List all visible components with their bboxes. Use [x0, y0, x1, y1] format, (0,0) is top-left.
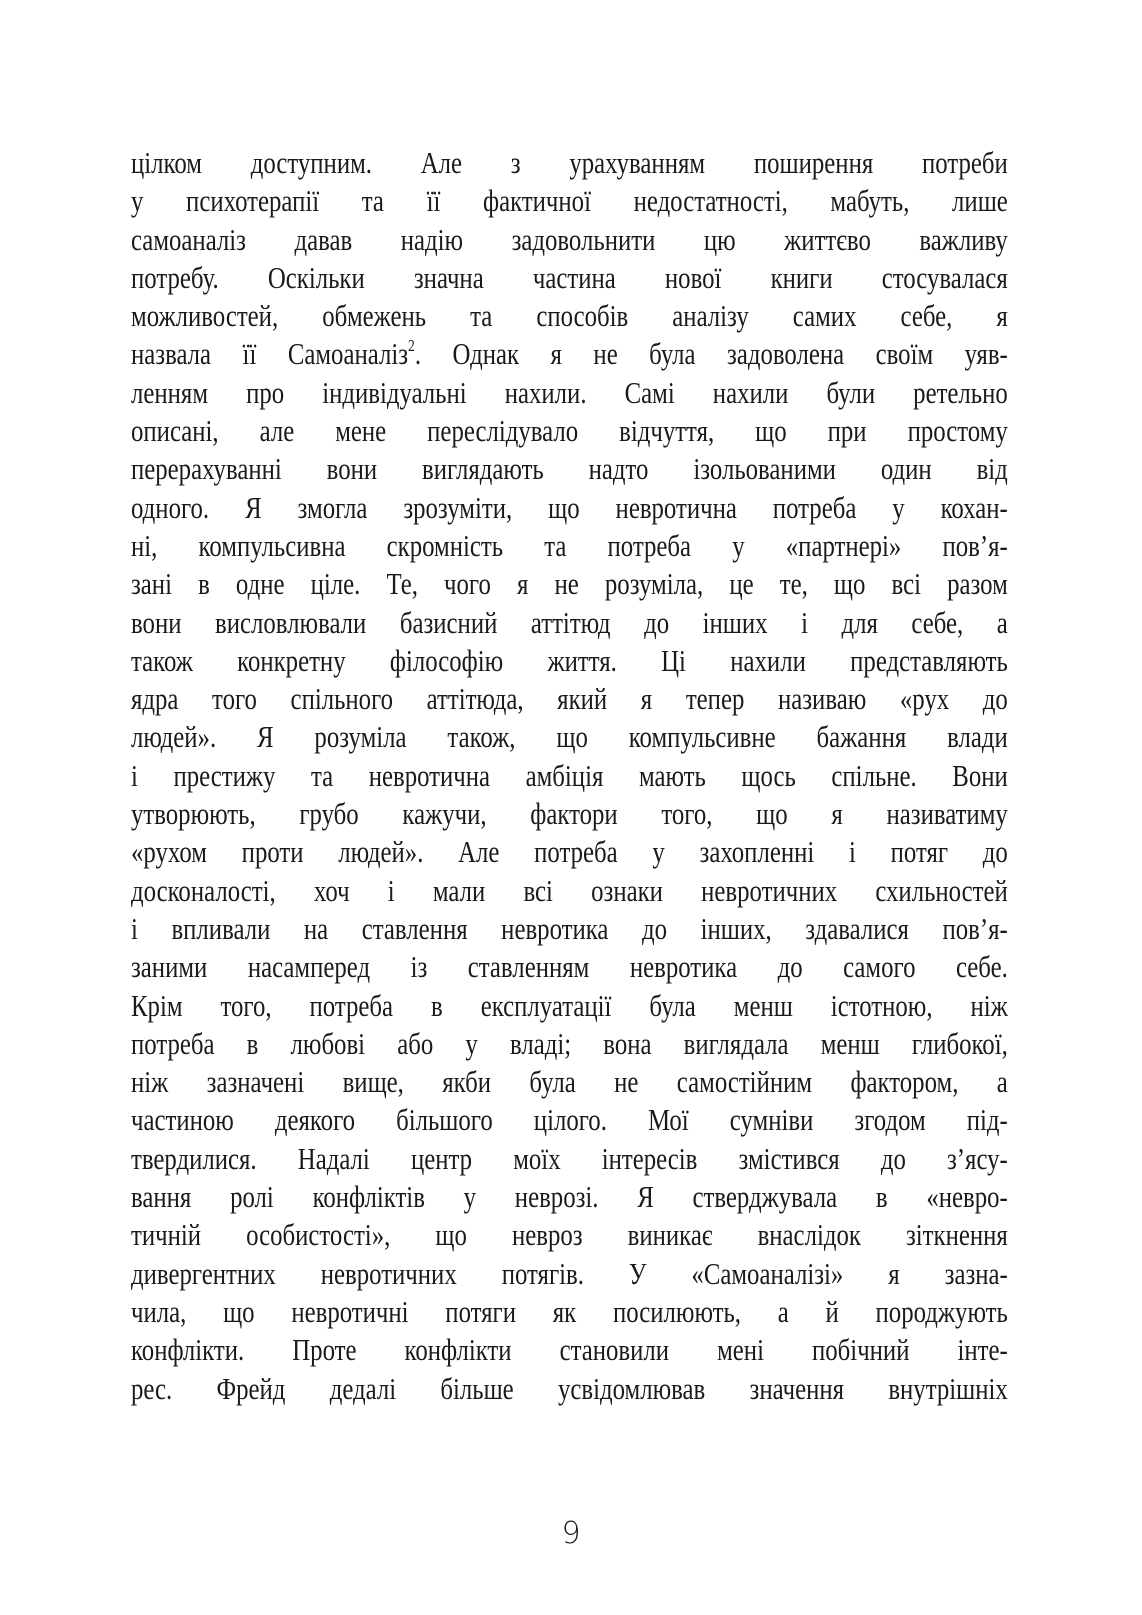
text-line [131, 1140, 1008, 1178]
text-line [131, 412, 1008, 450]
text-line [131, 795, 1008, 833]
text-line [131, 1293, 1008, 1331]
text-line [131, 680, 1008, 718]
text-line [131, 1216, 1008, 1254]
text-line [131, 757, 1008, 795]
text-line [131, 1370, 1008, 1408]
line-text: цілком доступним. Але з урахуванням поширення потреби [131, 145, 1008, 180]
line-text: потреба в любові або у владі; вона виглядала менш глибокої, [131, 1025, 1008, 1061]
text-line [131, 221, 1008, 259]
text-line [131, 1178, 1008, 1216]
line-text: чила, що невротичні потяги як посилюють, а й породжують [131, 1293, 1008, 1329]
text-line [131, 1331, 1008, 1369]
text-line [131, 718, 1008, 756]
text-line-with-footnote [131, 335, 1008, 373]
line-text: також конкретну філософію життя. Ці нахили представляють [131, 642, 1008, 678]
line-text: Крім того, потреба в експлуатації була менш істотною, ніж [131, 987, 1008, 1023]
line-text: зані в одне ціле. Те, чого я не розуміла, це те, що всі разом [131, 566, 1008, 602]
line-text: ленням про індивідуальні нахили. Самі нахили були ретельно [131, 374, 1008, 410]
body-text [131, 144, 1008, 1408]
line-text: ні, компульсивна скромність та потреба у «партнері» пов’я- [131, 527, 1008, 563]
footnote-reference[interactable]: 2 [408, 336, 415, 356]
line-text: вання ролі конфліктів у неврозі. Я стверджувала в «невро- [131, 1179, 1008, 1215]
line-text: утворюють, грубо кажучи, фактори того, що я називатиму [131, 796, 1008, 832]
line-text: ядра того спільного аттітюда, який я тепер називаю «рух до [131, 681, 1008, 717]
line-text: заними насамперед із ставленням невротика до самого себе. [131, 949, 1008, 985]
text-line [131, 527, 1008, 565]
line-text: ніж зазначені вище, якби була не самостійним фактором, а [131, 1064, 1008, 1100]
text-line [131, 565, 1008, 603]
line-text: вони висловлювали базисний аттітюд до інших і для себе, а [131, 604, 1008, 640]
text-line [131, 1255, 1008, 1293]
text-line [131, 450, 1008, 488]
line-text: людей». Я розуміла також, що компульсивне бажання влади [131, 719, 1008, 755]
page-number: 9 [561, 1516, 581, 1551]
line-text: рес. Фрейд дедалі більше усвідомлював значення внутрішніх [131, 1370, 1008, 1406]
text-line [131, 948, 1008, 986]
line-text: досконалості, хоч і мали всі ознаки невротичних схильностей [131, 872, 1008, 908]
text-line [131, 1063, 1008, 1101]
line-text: частиною деякого більшого цілого. Мої сумніви згодом під- [131, 1102, 1008, 1138]
text-line [131, 259, 1008, 297]
line-text: конфлікти. Проте конфлікти становили мені побічний інте- [131, 1332, 1008, 1368]
line-text: і престижу та невротична амбіція мають щось спільне. Вони [131, 757, 1008, 793]
text-line [131, 489, 1008, 527]
text-line [131, 642, 1008, 680]
line-text-after-footnote: . Однак я не була задоволена своїм уяв- [414, 336, 1008, 372]
text-line [131, 833, 1008, 871]
line-text: у психотерапії та її фактичної недостатності, мабуть, лише [131, 183, 1008, 219]
text-line [131, 910, 1008, 948]
line-text-before-footnote: назвала її Самоаналіз [131, 336, 409, 372]
line-text: перерахуванні вони виглядають надто ізольованими один від [131, 451, 1008, 487]
line-text: самоаналіз давав надію задовольнити цю життєво важливу [131, 221, 1008, 257]
text-line [131, 182, 1008, 220]
line-text: дивергентних невротичних потягів. У «Самоаналізі» я зазна- [131, 1255, 1008, 1291]
line-text: тичній особистості», що невроз виникає внаслідок зіткнення [131, 1217, 1008, 1253]
line-text: «рухом проти людей». Але потреба у захопленні і потяг до [131, 834, 1008, 870]
line-text: твердилися. Надалі центр моїх інтересів змістився до з’ясу- [131, 1140, 1008, 1176]
text-line [131, 374, 1008, 412]
line-text: потребу. Оскільки значна частина нової книги стосувалася [131, 259, 1008, 295]
line-text [131, 335, 1008, 373]
line-text: можливостей, обмежень та способів аналізу самих себе, я [131, 298, 1008, 334]
text-line [131, 987, 1008, 1025]
text-line [131, 604, 1008, 642]
text-line [131, 872, 1008, 910]
line-text: одного. Я змогла зрозуміти, що невротична потреба у кохан- [131, 489, 1008, 525]
line-text: і впливали на ставлення невротика до інших, здавалися пов’я- [131, 910, 1008, 946]
text-line [131, 1025, 1008, 1063]
text-line [131, 1101, 1008, 1139]
line-text: описані, але мене переслідувало відчуття, що при простому [131, 413, 1008, 449]
text-line [131, 144, 1008, 182]
text-line [131, 297, 1008, 335]
